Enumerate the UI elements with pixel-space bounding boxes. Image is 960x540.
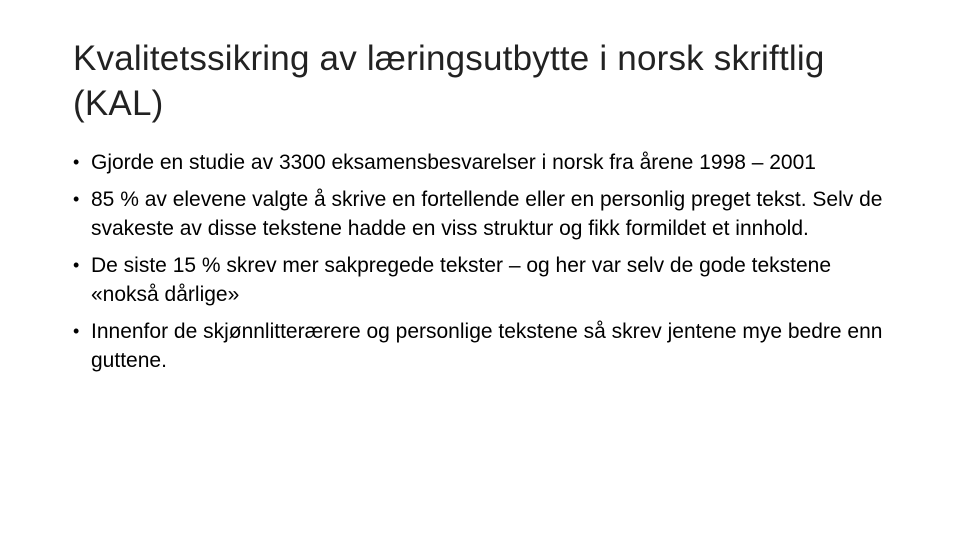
bullet-marker: • [73, 255, 80, 275]
bullet-item [73, 185, 903, 243]
bullet-marker: • [73, 321, 80, 341]
bullet-item [73, 148, 903, 177]
bullet-text: Gjorde en studie av 3300 eksamensbesvarelser i norsk fra årene 1998 – 2001 [91, 151, 816, 174]
bullet-marker: • [73, 152, 80, 172]
bullet-marker: • [73, 189, 80, 209]
bullet-text: Innenfor de skjønnlitterærere og personlige tekstene så skrev jentene mye bedre enn guttene. [91, 320, 883, 372]
bullet-item [73, 251, 903, 309]
bullet-item [73, 317, 903, 375]
bullet-list [73, 148, 903, 383]
bullet-text: De siste 15 % skrev mer sakpregede tekster – og her var selv de gode tekstene «nokså dårlige» [91, 254, 832, 306]
slide-title: Kvalitetssikring av læringsutbytte i norsk skriftlig (KAL) [73, 39, 825, 123]
bullet-text: 85 % av elevene valgte å skrive en fortellende eller en personlig preget tekst. Selv de svakeste av disse tekstene hadde en viss struktur og fikk formildet et innhold. [91, 188, 883, 240]
